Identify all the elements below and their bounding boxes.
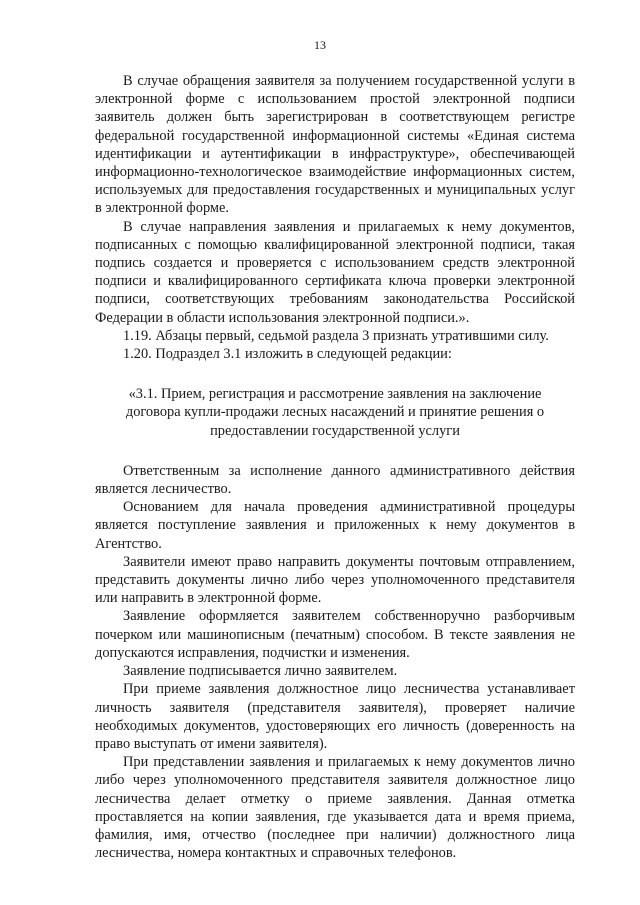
paragraph: Заявление подписывается лично заявителем.	[123, 663, 398, 680]
paragraph: 1.20. Подраздел 3.1 изложить в следующей редакции:	[123, 346, 452, 363]
paragraph: Заявление оформляется заявителем собственноручно разборчивым почерком или машинописным (печатным) способом. В тексте заявления не допускаются исправления, подчистки и изменения.	[95, 608, 575, 661]
paragraph: При приеме заявления должностное лицо лесничества устанавливает личность заявителя (представителя заявителя), проверяет наличие необходимых документов, удостоверяющих его личность (доверенность на право выступать от имени заявителя).	[95, 681, 575, 752]
document-body	[95, 72, 575, 862]
paragraph: 1.19. Абзацы первый, седьмой раздела 3 признать утратившими силу.	[123, 327, 549, 344]
paragraph: Ответственным за исполнение данного административного действия является лесничество.	[95, 462, 575, 498]
paragraph: В случае направления заявления и прилагаемых к нему документов, подписанных с помощью квалифицированной электронной подписи, такая подпись создается и проверяется с использованием средств электронной подписи и квалифицированного сертификата ключа проверки электронной подписи, соответствующих требованиям законодательства Российской Федерации в области использования электронной подписи.».	[95, 218, 575, 326]
page-number: 13	[314, 38, 326, 52]
paragraph: В случае обращения заявителя за получением государственной услуги в электронной форме с использованием простой электронной подписи заявитель должен быть зарегистрирован в соответствующем регистре федеральной государственной информационной системы «Единая система идентификации и аутентификации в инфраструктуре», обеспечивающей информационно-технологическое взаимодействие информационных систем, используемых для предоставления государственных и муниципальных услуг в электронной форме.	[95, 73, 575, 217]
paragraph: Заявители имеют право направить документы почтовым отправлением, представить документы лично либо через уполномоченного представителя или направить в электронной форме.	[95, 553, 575, 607]
paragraph: При представлении заявления и прилагаемых к нему документов лично либо через уполномоченного представителя заявителя должностное лицо лесничества делает отметку о приеме заявления. Данная отметка проставляется на копии заявления, где указывается дата и время приема, фамилия, имя, отчество (последнее при наличии) должностного лица лесничества, номера контактных и справочных телефонов.	[95, 754, 575, 862]
section-heading: «3.1. Прием, регистрация и рассмотрение заявления на заключение договора купли-продажи лесных насаждений и принятие решения о предоставлении государственной услуги	[125, 386, 545, 439]
paragraph: Основанием для начала проведения административной процедуры является поступление заявления и приложенных к нему документов в Агентство.	[95, 499, 575, 552]
